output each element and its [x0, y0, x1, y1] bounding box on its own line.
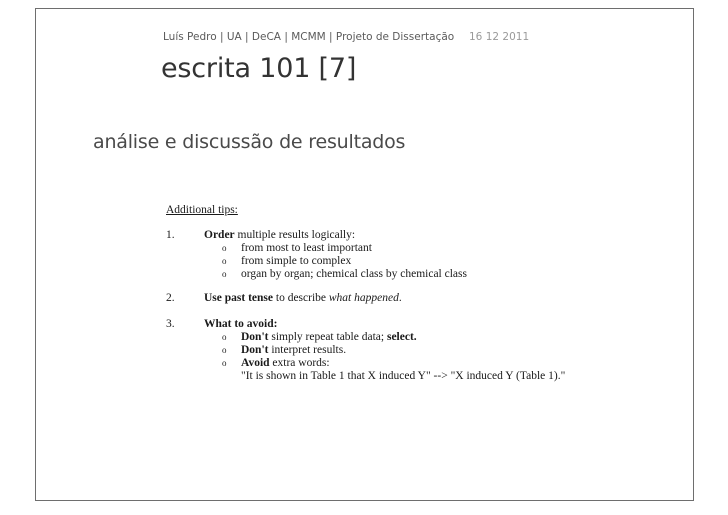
tip-number: 3. — [166, 318, 175, 330]
tip-rest: multiple results logically: — [234, 229, 356, 241]
tips-heading: Additional tips: — [166, 204, 238, 216]
sub-item-text: from most to least important — [241, 242, 372, 254]
tip-text — [204, 230, 355, 242]
tip-number: 2. — [166, 292, 175, 304]
sub-bold: Avoid — [241, 357, 270, 369]
tip-bold-lead: What to avoid: — [204, 318, 278, 330]
sub-item-text: organ by organ; chemical class by chemical class — [241, 268, 467, 280]
tip-text — [204, 319, 277, 331]
sub-text: simply repeat table data; — [268, 331, 387, 343]
bullet-icon: o — [222, 345, 227, 355]
sub-item-text: from simple to complex — [241, 255, 352, 267]
example-text: "It is shown in Table 1 that X induced Y" --> "X induced Y (Table 1)." — [241, 370, 566, 382]
tip-text — [204, 293, 402, 305]
tip-number: 1. — [166, 229, 175, 241]
bullet-icon: o — [222, 269, 227, 279]
slide-date: 16 12 2011 — [469, 31, 530, 43]
bullet-icon: o — [222, 256, 227, 266]
tip-bold-lead: Use past tense — [204, 292, 273, 304]
tip-italic: what happened — [328, 292, 399, 304]
course-header: Luís Pedro | UA | DeCA | MCMM | Projeto de Dissertação — [163, 31, 455, 43]
scanned-tips-excerpt — [166, 199, 586, 389]
sub-item-text — [241, 358, 330, 370]
sub-item-text — [241, 332, 417, 344]
tip-end: . — [398, 292, 402, 304]
sub-item-text — [241, 345, 346, 357]
sub-bold: Don't — [241, 344, 269, 356]
sub-bold-end: select. — [386, 331, 417, 343]
bullet-icon: o — [222, 243, 227, 253]
tip-rest: to describe — [273, 292, 329, 304]
slide-title: escrita 101 [7] — [161, 53, 357, 84]
sub-text: interpret results. — [268, 344, 347, 356]
sub-bold: Don't — [241, 331, 269, 343]
bullet-icon: o — [222, 332, 227, 342]
section-heading: análise e discussão de resultados — [93, 131, 406, 153]
sub-text: extra words: — [269, 357, 330, 369]
bullet-icon: o — [222, 358, 227, 368]
tip-bold-lead: Order — [204, 229, 235, 241]
